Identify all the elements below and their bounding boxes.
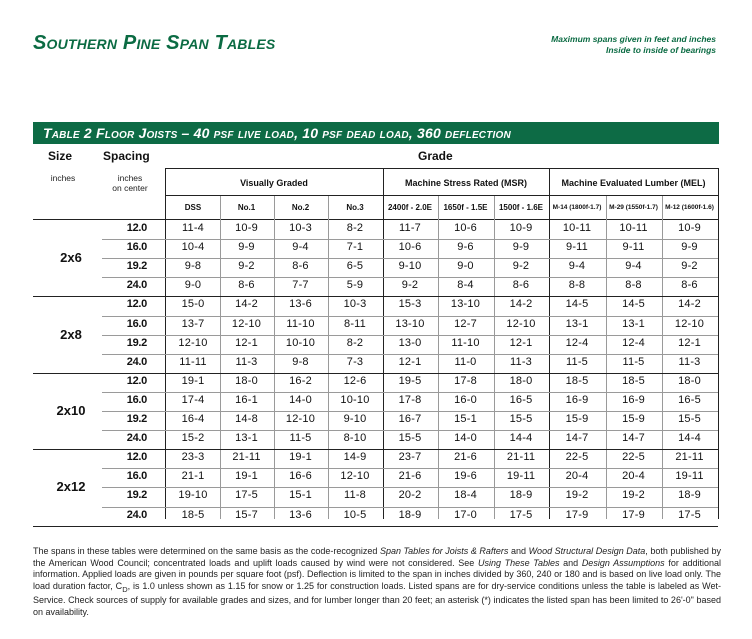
span-cell: 10-6: [398, 241, 422, 254]
span-cell: 15-3: [398, 298, 422, 311]
span-cell: 23-7: [398, 451, 422, 464]
span-cell: 14-4: [678, 432, 701, 445]
span-cell: 12-4: [565, 336, 589, 349]
span-cell: 17-5: [678, 508, 701, 521]
span-cell: 14-0: [454, 432, 477, 445]
spacing-value: 12.0: [126, 222, 147, 234]
span-cell: 14-2: [678, 298, 701, 311]
span-cell: 13-1: [565, 317, 589, 330]
span-cell: 9-10: [343, 413, 367, 425]
span-cell: 13-7: [181, 317, 205, 330]
footnote-ref: Using These Tables: [477, 557, 560, 568]
span-cell: 12-6: [343, 374, 367, 387]
span-cell: 19-11: [675, 470, 704, 483]
spacing-value: 19.2: [126, 336, 147, 349]
row-divider: [102, 258, 718, 259]
span-cell: 10-9: [235, 222, 258, 234]
span-cell: 9-11: [566, 241, 588, 254]
spacing-unit-line1: inches: [117, 173, 143, 183]
span-cell: 19-10: [178, 489, 208, 502]
table-banner: Table 2 Floor Joists – 40 psf live load, 10 psf dead load, 360 deflection: [33, 122, 719, 144]
span-cell: 18-5: [622, 374, 645, 387]
grade-column-header: No.1: [237, 203, 256, 212]
span-cell: 11-5: [566, 355, 588, 368]
span-cell: 17-8: [454, 374, 477, 387]
span-cell: 19-11: [506, 470, 536, 483]
footnote-text: and: [559, 557, 582, 568]
footnote-sub: D: [122, 584, 128, 594]
span-cell: 6-5: [346, 260, 364, 273]
span-cell: 9-4: [292, 241, 309, 254]
grade-column-header: 1500f - 1.6E: [498, 203, 544, 212]
span-cell: 21-6: [454, 451, 477, 464]
span-cell: 11-0: [454, 355, 477, 368]
span-cell: 16-7: [398, 413, 422, 425]
grade-group-header: Machine Stress Rated (MSR): [404, 178, 528, 188]
span-cell: 8-2: [346, 336, 364, 349]
spacing-unit-line2: on center: [112, 183, 148, 193]
row-divider: [102, 430, 718, 431]
span-cell: 12-10: [340, 470, 370, 483]
spacing-value: 24.0: [126, 508, 147, 521]
span-cell: 19-1: [289, 451, 312, 464]
footnote-text: and: [508, 546, 529, 556]
spacing-value: 24.0: [126, 432, 147, 445]
size-header: Size: [48, 149, 73, 163]
spacing-value: 24.0: [126, 279, 147, 292]
span-cell: 11-4: [182, 222, 204, 234]
span-cell: 18-0: [678, 374, 701, 387]
span-cell: 20-4: [622, 470, 645, 483]
span-cell: 14-5: [565, 298, 589, 311]
span-cell: 8-11: [344, 317, 366, 330]
span-cell: 19-6: [454, 470, 477, 483]
span-cell: 16-4: [181, 413, 205, 425]
span-cell: 14-7: [622, 432, 645, 445]
span-cell: 9-0: [457, 260, 474, 273]
section-divider: [33, 526, 718, 527]
span-cell: 18-0: [235, 374, 258, 387]
span-cell: 14-9: [343, 451, 367, 464]
span-cell: 10-5: [343, 508, 367, 521]
span-cell: 15-9: [622, 413, 645, 425]
span-cell: 17-5: [235, 489, 258, 502]
span-cell: 14-0: [289, 393, 312, 406]
span-cell: 10-10: [285, 336, 316, 349]
header-note-line2: Inside to inside of bearings: [605, 44, 716, 55]
footnote: [33, 546, 721, 618]
span-cell: 9-2: [401, 279, 419, 292]
span-cell: 16-0: [454, 393, 477, 406]
span-cell: 10-11: [619, 222, 648, 234]
row-divider: [102, 354, 718, 355]
span-cell: 12-4: [622, 336, 645, 349]
section-divider: [33, 296, 718, 297]
row-divider: [102, 507, 718, 508]
page-title: Southern Pine Span Tables: [33, 32, 276, 54]
spacing-value: 12.0: [126, 374, 147, 387]
row-divider: [102, 277, 718, 278]
span-cell: 16-9: [565, 393, 589, 406]
footnote-ref: Wood Structural Design Data: [528, 546, 646, 556]
span-cell: 8-4: [457, 279, 474, 292]
span-cell: 5-9: [346, 279, 364, 292]
span-cell: 9-9: [681, 241, 698, 254]
span-cell: 10-9: [678, 222, 701, 234]
span-cell: 14-7: [565, 432, 589, 445]
span-cell: 13-1: [622, 317, 645, 330]
span-cell: 9-8: [292, 355, 309, 368]
span-cell: 14-5: [622, 298, 645, 311]
footnote-ref: Span Tables for Joists & Rafters: [379, 546, 509, 556]
grade-column-header: M-12 (1600f-1.6): [665, 204, 714, 211]
footnote-text: , both published by the American Wood Council; concentrated loads and uplift loads caused by wind were not considered. See: [33, 546, 721, 568]
span-cell: 15-5: [509, 413, 533, 425]
span-cell: 16-6: [289, 470, 312, 483]
span-cell: 11-8: [344, 489, 366, 502]
row-divider: [102, 316, 718, 317]
grade-column-header: M-14 (1800f-1.7): [552, 204, 602, 211]
span-cell: 20-2: [398, 489, 422, 502]
span-cell: 9-2: [512, 260, 530, 273]
size-label: 2x8: [60, 326, 82, 342]
span-cell: 14-4: [509, 432, 533, 445]
span-cell: 15-9: [565, 413, 589, 425]
span-cell: 9-9: [512, 241, 530, 254]
span-cell: 8-6: [512, 279, 530, 292]
span-cell: 11-10: [451, 336, 480, 349]
footnote-text: for additional information. Applied loads are given in pounds per square foot (psf). Deflection is limited to the span in inches divided by 360, 240 or 180 and is based on live load only. The load duration factor, C: [33, 557, 722, 591]
size-label: 2x12: [56, 479, 86, 495]
group-underline: [165, 195, 718, 196]
span-cell: 9-11: [622, 241, 645, 254]
span-cell: 19-2: [622, 489, 645, 502]
span-cell: 9-9: [238, 241, 255, 254]
span-cell: 8-6: [292, 260, 309, 273]
span-cell: 15-1: [289, 489, 312, 502]
grade-group-header: Visually Graded: [240, 178, 308, 188]
span-cell: 10-4: [181, 241, 205, 254]
span-cell: 18-9: [398, 508, 422, 521]
span-cell: 15-5: [398, 432, 422, 445]
span-cell: 12-1: [398, 355, 422, 368]
span-cell: 14-2: [509, 298, 533, 311]
header-bottom-line: [33, 219, 718, 220]
grade-column-header: 1650f - 1.5E: [443, 203, 488, 212]
span-cell: 21-11: [506, 451, 536, 464]
spacing-value: 19.2: [126, 489, 147, 502]
span-cell: 9-10: [398, 260, 422, 273]
span-cell: 21-1: [181, 470, 205, 483]
span-cell: 15-2: [181, 432, 205, 445]
span-cell: 9-8: [184, 260, 202, 273]
span-cell: 22-5: [565, 451, 589, 464]
span-cell: 14-8: [235, 413, 258, 425]
span-cell: 14-2: [235, 298, 258, 311]
span-cell: 15-1: [454, 413, 477, 425]
span-cell: 11-3: [510, 355, 532, 368]
span-cell: 7-1: [346, 241, 364, 254]
span-cell: 12-10: [506, 317, 536, 330]
span-cell: 9-4: [568, 260, 586, 273]
span-cell: 10-3: [289, 222, 312, 234]
span-cell: 16-5: [509, 393, 533, 406]
row-divider: [102, 239, 718, 240]
span-cell: 16-5: [678, 393, 701, 406]
span-cell: 16-9: [622, 393, 645, 406]
row-divider: [102, 487, 718, 488]
span-cell: 13-10: [450, 298, 481, 311]
span-cell: 19-1: [235, 470, 258, 483]
span-cell: 15-7: [235, 508, 258, 521]
span-cell: 16-1: [235, 393, 258, 406]
span-cell: 19-5: [398, 374, 422, 387]
span-cell: 21-6: [398, 470, 422, 483]
span-cell: 10-10: [340, 393, 370, 406]
span-cell: 8-6: [238, 279, 255, 292]
span-cell: 17-5: [509, 508, 533, 521]
footnote-text: , is 1.0 unless shown as 1.15 for snow or 1.25 for construction loads. Listed spans are for dry-service conditions unless the table is labeled as Wet-Service. Check sources of supply for available grades and sizes, and for lumber longer than 20 feet; an asterisk (*) indicates the listed span has been limited to 26'-0" based on availability.: [33, 580, 721, 617]
span-cell: 17-4: [181, 393, 205, 406]
span-cell: 17-9: [565, 508, 589, 521]
spacing-header: Spacing: [103, 149, 150, 163]
grade-column-header: No.2: [291, 203, 310, 212]
span-cell: 11-3: [235, 355, 258, 368]
footnote-ref: Design Assumptions: [581, 557, 665, 568]
span-cell: 11-5: [289, 432, 312, 445]
spacing-unit: [102, 173, 158, 193]
grade-group-header: Machine Evaluated Lumber (MEL): [561, 178, 706, 188]
grade-column-header: M-29 (1550f-1.7): [609, 204, 658, 211]
size-unit: inches: [50, 173, 76, 183]
header-note-line1: Maximum spans given in feet and inches: [551, 34, 716, 44]
spacing-value: 12.0: [126, 451, 147, 464]
span-cell: 15-5: [678, 413, 701, 425]
section-divider: [33, 449, 718, 450]
grade-column-header: No.3: [346, 203, 364, 212]
span-cell: 7-3: [346, 355, 364, 368]
span-cell: 11-11: [179, 355, 207, 368]
spacing-value: 19.2: [126, 260, 147, 273]
row-divider: [102, 468, 718, 469]
column-divider: [165, 168, 166, 519]
span-cell: 9-0: [184, 279, 202, 292]
span-cell: 21-11: [675, 451, 704, 464]
span-cell: 15-0: [181, 298, 205, 311]
span-cell: 9-6: [457, 241, 474, 254]
span-cell: 16-2: [289, 374, 312, 387]
span-cell: 12-10: [231, 317, 262, 330]
span-cell: 17-9: [622, 508, 645, 521]
span-cell: 13-1: [235, 432, 258, 445]
span-cell: 17-8: [398, 393, 422, 406]
span-cell: 11-3: [678, 355, 701, 368]
span-cell: 18-5: [181, 508, 205, 521]
span-cell: 19-1: [181, 374, 205, 387]
span-cell: 10-6: [454, 222, 477, 234]
spacing-value: 16.0: [126, 393, 147, 406]
spacing-value: 24.0: [126, 355, 147, 368]
section-divider: [33, 373, 718, 374]
span-cell: 17-0: [454, 508, 477, 521]
spacing-value: 12.0: [126, 298, 147, 311]
span-cell: 11-5: [622, 355, 645, 368]
footnote-text: The spans in these tables were determined on the same basis as the code-recognized: [33, 546, 380, 556]
span-cell: 8-6: [681, 279, 698, 292]
size-label: 2x10: [56, 403, 86, 418]
span-cell: 12-10: [674, 317, 705, 330]
span-cell: 10-11: [562, 222, 592, 234]
row-divider: [102, 392, 718, 393]
header-note: [551, 34, 716, 55]
span-cell: 12-1: [678, 336, 701, 349]
span-cell: 8-10: [343, 432, 367, 445]
span-cell: 21-11: [232, 451, 261, 464]
span-cell: 20-4: [565, 470, 589, 483]
span-cell: 9-2: [681, 260, 698, 273]
row-divider: [102, 335, 718, 336]
grade-underline: [165, 168, 718, 169]
span-cell: 9-2: [238, 260, 255, 273]
span-cell: 12-10: [285, 413, 316, 425]
span-cell: 18-9: [678, 489, 701, 502]
span-cell: 13-6: [289, 298, 312, 311]
span-cell: 18-9: [509, 489, 533, 502]
span-cell: 10-3: [343, 298, 367, 311]
span-cell: 8-2: [346, 222, 364, 234]
span-cell: 8-8: [568, 279, 586, 292]
span-cell: 12-7: [454, 317, 477, 330]
span-cell: 22-5: [622, 451, 645, 464]
size-label: 2x6: [60, 250, 82, 266]
span-cell: 8-8: [625, 279, 642, 292]
spacing-value: 16.0: [126, 241, 147, 254]
span-cell: 12-10: [178, 336, 208, 349]
span-cell: 18-0: [509, 374, 533, 387]
span-cell: 12-1: [509, 336, 533, 349]
grade-header: Grade: [418, 149, 453, 163]
span-cell: 18-4: [454, 489, 477, 502]
span-cell: 13-10: [395, 317, 425, 330]
spacing-value: 16.0: [126, 470, 147, 483]
row-divider: [102, 411, 718, 412]
grade-column-header: 2400f - 2.0E: [387, 203, 433, 212]
span-cell: 11-10: [286, 317, 315, 330]
span-cell: 11-7: [399, 222, 421, 234]
span-cell: 10-9: [509, 222, 533, 234]
span-cell: 18-5: [565, 374, 589, 387]
span-cell: 19-2: [565, 489, 589, 502]
span-cell: 7-7: [292, 279, 309, 292]
span-cell: 13-6: [289, 508, 312, 521]
column-divider: [718, 168, 719, 519]
span-cell: 13-0: [398, 336, 422, 349]
spacing-value: 19.2: [126, 413, 147, 425]
spacing-value: 16.0: [126, 317, 147, 330]
span-cell: 9-4: [625, 260, 642, 273]
span-cell: 23-3: [181, 451, 205, 464]
grade-column-header: DSS: [184, 203, 202, 212]
span-cell: 12-1: [235, 336, 258, 349]
